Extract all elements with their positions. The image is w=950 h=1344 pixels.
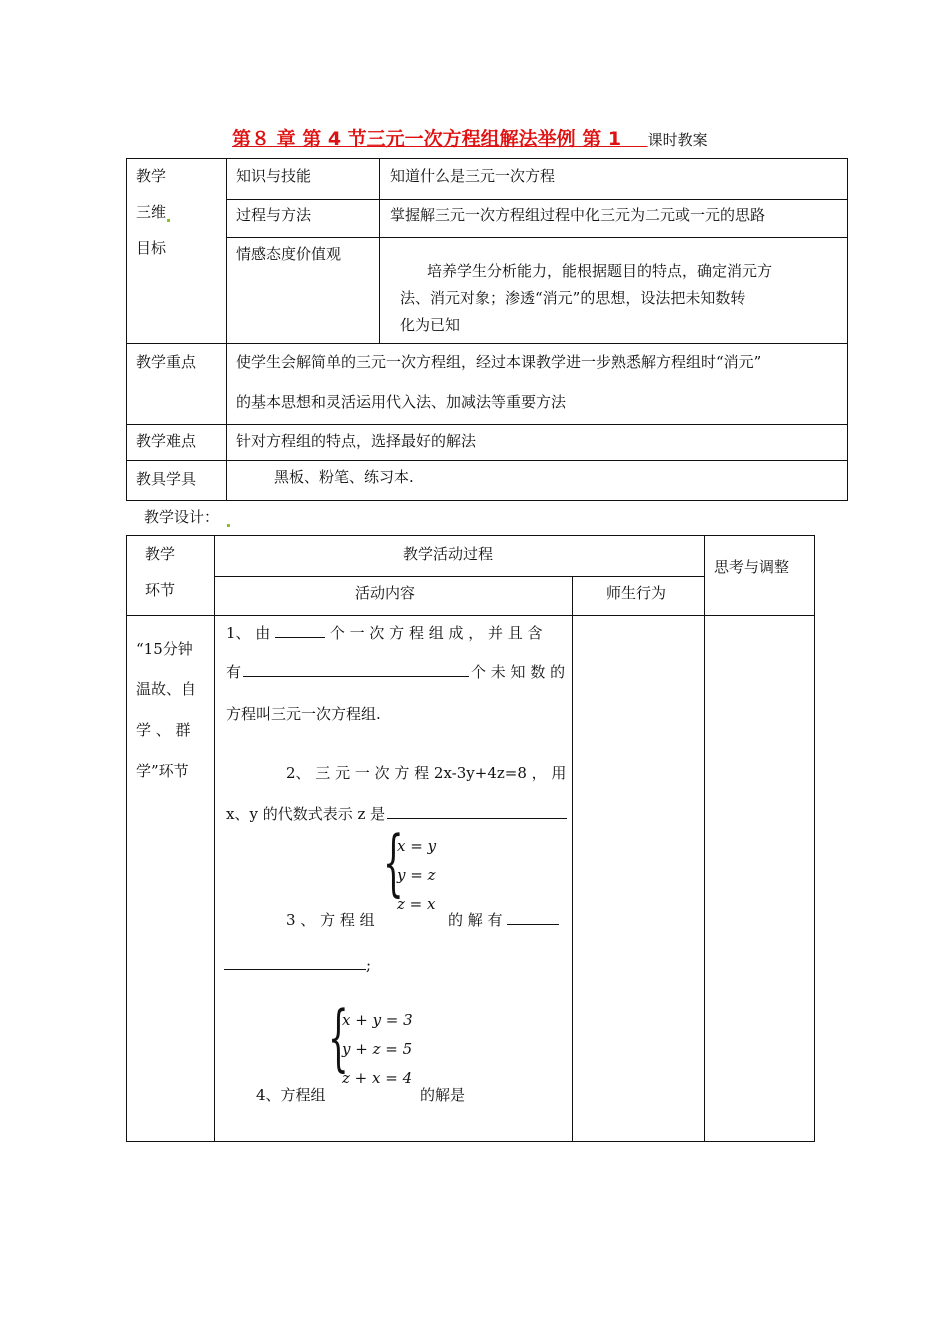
table-line: [572, 576, 573, 1142]
q3-brace: {: [383, 820, 404, 904]
header-stage-1: 教学: [145, 545, 176, 563]
table-line: [379, 158, 380, 344]
table-line: [126, 460, 848, 461]
q1-blank-1[interactable]: [275, 623, 325, 638]
objectives-label-3: 目标: [136, 239, 167, 257]
row-knowledge-content: 知道什么是三元一次方程: [390, 167, 556, 185]
key-point-line-1: 使学生会解简单的三元一次方程组，经过本课教学进一步熟悉解方程组时“消元”: [236, 353, 762, 371]
q4-eq-3: z + x = 4: [342, 1069, 413, 1087]
q2-line-1: 2、 三 元 一 次 方 程 2x-3y+4z=8 ， 用: [286, 764, 567, 782]
q3-suffix: 的 解 有: [448, 909, 559, 930]
key-point-label: 教学重点: [136, 353, 197, 371]
row-attitude-content: 培养学生分析能力，能根据题目的特点，确定消元方 法、消元对象；渗透“消元”的思想，设法把未知数转 化为已知: [400, 262, 773, 334]
key-point-line-2: 的基本思想和灵活运用代入法、加减法等重要方法: [236, 393, 567, 411]
q1-line-3: 方程叫三元一次方程组.: [226, 705, 381, 723]
title-main: 第８ 章 第 4 节三元一次方程组解法举例 第 1: [232, 128, 622, 150]
table-line: [704, 535, 705, 1142]
q4-brace: {: [328, 995, 349, 1079]
row-process-label: 过程与方法: [236, 206, 312, 224]
stage-line-2: 温故、自: [136, 680, 197, 698]
q3-prefix: 3 、 方 程 组: [286, 911, 375, 929]
stage-line-4: 学”环节: [136, 762, 189, 780]
header-process: 教学活动过程: [403, 545, 494, 563]
table-line: [126, 1141, 815, 1142]
q3-eq-2: y = z: [397, 866, 436, 884]
header-behavior: 师生行为: [606, 584, 667, 602]
objectives-label-1: 教学: [136, 167, 167, 185]
q3-blank-1[interactable]: [507, 910, 559, 925]
table-line: [126, 424, 848, 425]
row-knowledge-label: 知识与技能: [236, 167, 312, 185]
stage-line-1: “15分钟: [136, 640, 193, 658]
marker-dot: [227, 524, 230, 527]
table-line: [214, 535, 215, 1142]
q4-eq-1: x + y = 3: [342, 1011, 413, 1029]
q3-blank-2[interactable]: [224, 955, 366, 970]
difficulty-label: 教学难点: [136, 432, 197, 450]
table-line: [226, 237, 848, 238]
q1-line-2: 有 个 未 知 数 的: [226, 663, 566, 681]
marker-dot: [167, 219, 170, 222]
q2-line-2: x、y 的代数式表示 z 是: [226, 803, 567, 824]
table-line: [126, 158, 127, 501]
row-attitude-label: 情感态度价值观: [236, 245, 342, 263]
q1-line-1: 1、 由 个 一 次 方 程 组 成 ， 并 且 含: [226, 624, 543, 642]
q3-eq-3: z = x: [397, 895, 436, 913]
table-line: [226, 158, 227, 501]
table-line: [126, 500, 848, 501]
table-line: [214, 576, 705, 577]
title-underline-gap: [621, 128, 647, 150]
table-line: [126, 535, 815, 536]
header-content: 活动内容: [355, 584, 416, 602]
header-reflect: 思考与调整: [714, 558, 790, 576]
table-line: [126, 615, 815, 616]
table-line: [126, 343, 848, 344]
table-line: [226, 199, 848, 200]
tools-label: 教具学具: [136, 470, 197, 488]
title-tail: 课时教案: [647, 131, 708, 149]
stage-line-3: 学 、 群: [136, 721, 191, 739]
q4-suffix: 的解是: [420, 1086, 466, 1104]
tools-content: 黑板、粉笔、练习本.: [274, 468, 414, 486]
table-line: [126, 158, 848, 159]
q4-eq-2: y + z = 5: [342, 1040, 413, 1058]
q1-blank-2[interactable]: [243, 662, 469, 677]
table-line: [847, 158, 848, 501]
difficulty-content: 针对方程组的特点，选择最好的解法: [236, 432, 477, 450]
q4-prefix: 4、方程组: [256, 1086, 326, 1104]
table-line: [126, 535, 127, 1142]
header-stage-2: 环节: [145, 581, 176, 599]
q3-eq-1: x = y: [397, 837, 437, 855]
page-title: [232, 124, 708, 151]
row-process-content: 掌握解三元一次方程组过程中化三元为二元或一元的思路: [390, 206, 766, 224]
table-line: [814, 535, 815, 1142]
objectives-label-2: 三维: [136, 201, 170, 222]
q2-blank[interactable]: [387, 804, 567, 819]
design-label: 教学设计：: [144, 506, 230, 527]
q3-line-2: ;: [224, 955, 371, 974]
